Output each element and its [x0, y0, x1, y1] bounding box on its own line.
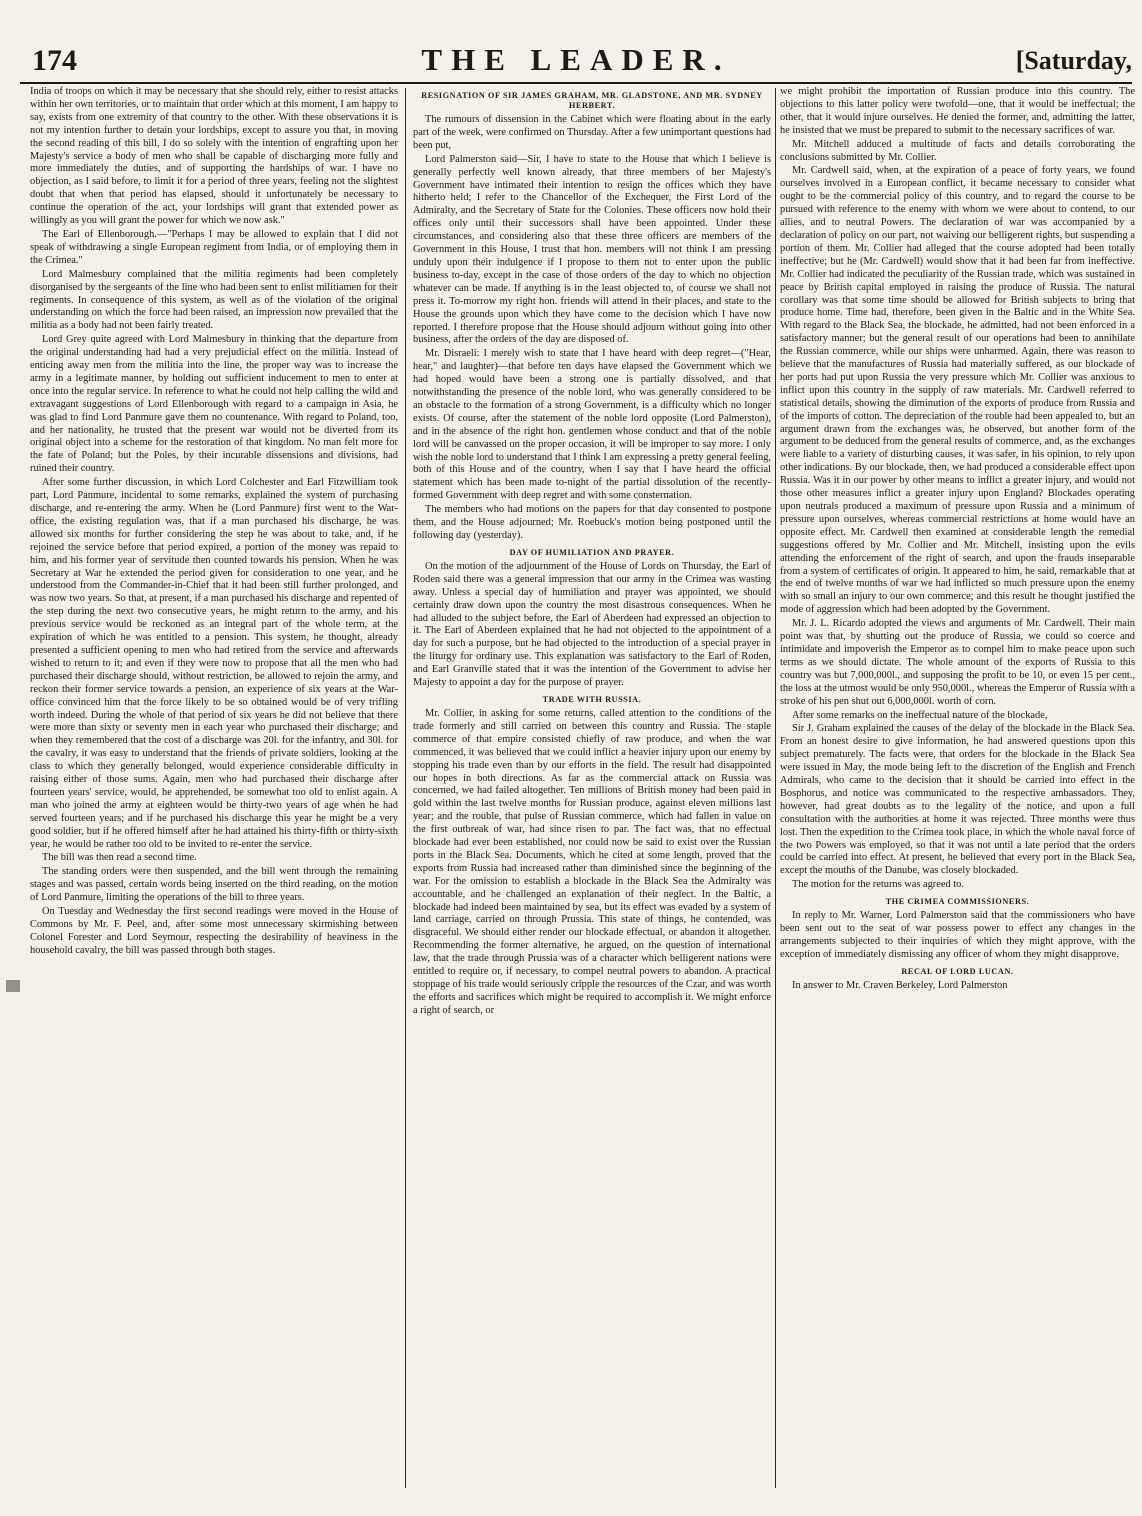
paragraph: In reply to Mr. Warner, Lord Palmerston said that the commissioners who have been sent out to the seat of war possess power to effect any changes in the arrangements subjected to their inquiries of which they might approve, with the exception of immediately dismissing any officer of whom they might disapprove.	[780, 910, 1135, 960]
paragraph: The motion for the returns was agreed to.	[792, 879, 964, 891]
paragraph: The members who had motions on the papers for that day consented to postpone them, and the House adjourned; Mr. Roebuck's motion being postponed until the following day (yesterday).	[413, 504, 771, 541]
paragraph: Lord Malmesbury complained that the militia regiments had been completely disorganised by the sergeants of the line who had been sent to enlist militiamen for their regiments. In consequence of this system, as well as of the violation of the original understanding on which the force had been raised, an impression now prevailed that the militia as a body had not been fairly treated.	[30, 268, 398, 332]
page-header	[20, 42, 1132, 84]
masthead-day: [Saturday,	[1015, 46, 1132, 75]
page-number: 174	[32, 44, 77, 77]
column-1	[30, 86, 398, 1496]
paragraph: we might prohibit the importation of Russian produce into this country. The objections to this latter policy were twofold—one, that it would be ineffectual; the other, that it would injure ourselves. He denied the former, and, admitting the latter, he insisted that we must be prepared to submit to the necessary sacrifices of war.	[780, 86, 1135, 136]
paragraph: The Earl of Ellenborough.—"Perhaps I may be allowed to explain that I did not speak of withdrawing a single European regiment from India, or of employing them in the Crimea."	[30, 228, 398, 266]
paragraph: Mr. Collier, in asking for some returns, called attention to the conditions of the trade formerly and still carried on between this country and Russia. The staple commerce of that empire consisted chiefly of raw produce, and when the war commenced, it was believed that we could inflict a heavier injury upon our enemy by stopping his trade even than by our efforts in the field. The result had disappointed our hopes in both directions. As far as the commercial attack on Russia was concerned, we had failed altogether. Ten millions of British money had been paid in gold within the last twelve months for Russian produce, against eleven millions last year; and the rouble, that pulse of Russian commerce, which had fallen in value on the first outbreak of war, had since risen to par. The fact was, that no effectual blockade had ever been established, nor could now be said to exist over the Russian ports in the Black Sea. Documents, which he cited at some length, proved that the exports from Russia had increased rather than diminished since the beginning of the war. For the omission to establish a blockade in the Black Sea the Admiralty was accountable, and he challenged an explanation of their neglect. In the Baltic, a blockade had indeed been maintained by sea, but its effect was evaded by a system of land carriage, carried on through Prussia. This state of things, he contended, was disgraceful. We should either render our blockade effectual, or abandon it altogether. Recommending the former alternative, he argued, on the question of international law, that the trade through Prussia was of a character which belligerent nations were entitled to require or, if necessary, to compel neutral powers to abandon. A practical stoppage of his trade would seriously cripple the resources of the Czar, and was worth the efforts and sacrifices which might be required to accomplish it. We might enforce a right of search, or	[413, 707, 771, 1016]
section-heading: THE CRIMEA COMMISSIONERS.	[885, 897, 1030, 907]
paragraph: After some remarks on the ineffectual nature of the blockade,	[792, 709, 1048, 721]
paragraph: Mr. Cardwell said, when, at the expiration of a peace of forty years, we found ourselves involved in a European conflict, it became necessary to consider what ought to be the commercial policy of this country, and to regard the course to be pursued with reference to the enemy with whom we were about to contend, to our allies, and to neutral Powers. The declaration of war was accompanied by a declaration of policy on our part, not waiving our belligerent rights, but suspending a portion of them. Mr. Collier had alleged that the course adopted had been totally ineffective; but he (Mr. Cardwell) would show that it had been far from ineffective. Mr. Collier had indicated the peculiarity of the Russian trade, which was sustained in peace by British capital employed in raising the produce of Russia. The natural corollary was that some time should be allowed for British subjects to bring that produce home. Time had, therefore, been given in the Baltic and in the White Sea. With regard to the Black Sea, the blockade, he admitted, had not been enforced in a satisfactory manner; but the general result of our operations had been to annihilate the Russian commerce, while our ships were unharmed. Again, there was reason to believe that the manufactures of Russia had materially suffered, as our blockade of her ports had put upon Russia the very pressure which Mr. Collier was anxious to inflict upon this country in the supply of raw materials. Mr. Cardwell referred to statistical details, showing the diminution of the exports of produce from Russia and of the imports of cotton. The depreciation of the rouble had been appealed to, but an argument drawn from the exchanges was, he observed, but another form of the argument to be deduced from the general results of commerce, and, as the exchanges were liable to a variety of disturbing causes, it was safer, in his opinion, to rely upon other indications. By our blockade, then, we had produced a considerable effect upon Russia. Was it in our power by other means to inflict a greater injury, and would not those other measures inflict a greater injury upon England? Blockades operating upon neutrals produced a maximum of pressure upon Russia and a minimum of pressure upon ourselves, whereas commercial restrictions at home would have an opposite effect. Mr. Cardwell then examined at considerable length the remedial suggestions offered by Mr. Collier and Mr. Mitchell, insisting upon the evils attending the enforcement of the right of search, and upon the frauds inseparable from a system of certificates of origin. It appeared to him, he said, remarkable that at the end of twelve months of war we had inflicted so much pressure upon the enemy with so small an injury to our own commerce; and this result he thought justified the mode of aggression which had been adopted by the Government.	[780, 165, 1135, 616]
column-rule	[405, 88, 406, 1488]
paragraph: The bill was then read a second time.	[42, 852, 197, 864]
section-heading: RECAL OF LORD LUCAN.	[901, 966, 1014, 976]
paragraph: Lord Grey quite agreed with Lord Malmesbury in thinking that the departure from the original understanding had had a very prejudicial effect on the militia. Instead of enticing away men from the militia into the line, the proper way was to increase the army in a legitimate manner, by holding out sufficient inducement to men to enter at once into the regular service. In reference to what he could not help calling the wild and extravagant suggestions of Lord Ellenborough with regard to a campaign in Asia, he was glad to find Lord Panmure gave them no countenance. With regard to Poland, too, and her nationality, he trusted that the present war would not be diverted from its original object into a scheme for the restoration of that kingdom. No man felt more for the fate of Poland; but the Poles, by their incurable dissensions and divisions, had ruined their country.	[30, 334, 398, 475]
section-heading: TRADE WITH RUSSIA.	[542, 694, 642, 704]
paragraph: After some further discussion, in which Lord Colchester and Earl Fitzwilliam took part, Lord Panmure, incidental to some remarks, explained the system of purchasing discharge, and re-entering the army. When he (Lord Panmure) first went to the War-office, the existing regulation was, that if a man purchased his discharge, he was allowed six months for further considering the step he was about to take, and, if he rejoined the service before that period expired, a portion of the money was repaid to him, and his former year of servitude then counted towards his pension. When he was Secretary at War he extended the period given for consideration to one year, and he understood from the Commander-in-Chief that it had been still further prolonged, and was now two years. So that, at present, if a man purchased his discharge and repented of the step during the next two consecutive years, he might return to the army, and his previous service would be reckoned as an integral part of the whole term, at the expiration of which he was entitled to a pension. This system, he thought, already presented a sufficient opening to men who had retired from the service and afterwards wished to return to it; and even if they were now to propose that all the men who had purchased their discharge should, without restriction, be allowed to rejoin the army, and reckon their former service towards a pension, an experience of six years at the War-office convinced him that the force likely to be so obtained would be of very trifling worth indeed. During the whole of that period of six years he did not believe that there were more than sixty or seventy men in each year who purchased their discharge; and when they remembered that the cost of a discharge was 20l. for the infantry, and 30l. for the cavalry, it was easy to understand that the friends of private soldiers, looking at the class to which they generally belonged, would experience considerable difficulty in raising either of those sums. Again, men who had purchased their discharge after fourteen years' service, would, he apprehended, be somewhat too old to enlist again. A man who joined the army at eighteen would be thirty-two years of age when he had served fourteen years; and if he purchased his discharge this year he might be a very good soldier, but if he offered himself after he had attained his thirty-fifth or thirty-sixth year, he would be rather too old to be invited to re-enter the service.	[30, 477, 398, 850]
masthead-title: THE LEADER.	[421, 42, 731, 77]
column-rule	[775, 88, 776, 1488]
section-heading: DAY OF HUMILIATION AND PRAYER.	[509, 547, 675, 557]
paragraph: Sir J. Graham explained the causes of the delay of the blockade in the Black Sea. From an honest desire to give information, he had answered questions upon this subject prematurely. The facts were, that orders for the blockade in the Black Sea were issued in May, the mode being left to the discretion of the English and French Admirals, who came to the decision that it should be carried into effect in the Bosphorus, and notice was communicated to the respective ambassadors. They, however, had great doubts as to the legality of the notice, and upon a full consultation with the authorities at home it was rejected. Three months were thus lost. Then the expedition to the Crimea took place, in which the whole naval force of the two Powers was employed, so that it was not until a late period that the orders could be carried into effect. At present, he believed that every port in the Black Sea, except the mouths of the Danube, was closely blockaded.	[780, 723, 1135, 877]
paragraph: Mr. Mitchell adduced a multitude of facts and details corroborating the conclusions submitted by Mr. Collier.	[780, 138, 1135, 163]
paragraph: Lord Palmerston said—Sir, I have to state to the House that which I believe is generally perfectly well known already, that three members of her Majesty's Government have intimated their intention to resign the offices which they have hitherto held; I refer to the Chancellor of the Exchequer, the First Lord of the Admiralty, and the Secretary of State for the Colonies. These officers now hold their offices only until their successors shall have been appointed. Under these circumstances, and considering also that these three officers are members of the Government in this House, I trust that hon. members will not think I am pressing unduly upon their indulgence if I propose to them not to enter upon the public business to-day, except in the case of those orders of the day to which no objection whatever can be made. If anything is in the least objected to, of course we shall not press it. To-morrow my right hon. friends will attend in their places, and state to the House the grounds upon which they have come to the decision which I have now reported. I therefore propose that the House should adjourn without going into other business, after the orders of the day are disposed of.	[413, 153, 771, 346]
column-3	[780, 86, 1135, 1496]
ink-blot	[6, 980, 20, 992]
paragraph: In answer to Mr. Craven Berkeley, Lord Palmerston	[792, 979, 1008, 991]
paragraph: On Tuesday and Wednesday the first second readings were moved in the House of Commons by Mr. F. Peel, and, after some most unnecessary skirmishing between Colonel Forester and Lord Seymour, respecting the desirability of heaviness in the household cavalry, the bill was passed through both stages.	[30, 906, 398, 956]
paragraph: On the motion of the adjournment of the House of Lords on Thursday, the Earl of Roden said there was a general impression that our army in the Crimea was wasting away. Unless a special day of humiliation and prayer was appointed, we should certainly draw down upon the country the most disastrous consequences. When he had alluded to the subject before, the Earl of Aberdeen had expressed an objection to it. The Earl of Aberdeen explained that he had not objected to the appointment of a day for such a purpose, but he had objected to the introduction of a special prayer in the liturgy for ordinary use. This explanation was satisfactory to the Earl of Roden, and Earl Granville stated that it was the intention of the Government to advise her Majesty to appoint a day for the purpose of prayer.	[413, 560, 771, 689]
column-2	[413, 86, 771, 1496]
section-heading: RESIGNATION OF SIR JAMES GRAHAM, MR. GLADSTONE, AND MR. SYDNEY HERBERT.	[421, 91, 763, 110]
paragraph: Mr. J. L. Ricardo adopted the views and arguments of Mr. Cardwell. Their main point was that, by shutting out the produce of Russia, we could so coerce and intimidate and impoverish the Emperor as to compel him to make peace upon such terms as we should dictate. The whole amount of the exports of Russia to this country was but 7,000,000l., and supposing the profit to be 10, or even 15 per cent., the loss at the utmost would be only 950,000l., whereas the Emperor of Russia with a stroke of his pen shut out 6,000,000l. worth of corn.	[780, 618, 1135, 707]
paragraph: The standing orders were then suspended, and the bill went through the remaining stages and was passed, certain words being inserted on the third reading, on the motion of Lord Panmure, limiting the operations of the bill to three years.	[30, 866, 398, 904]
paragraph: India of troops on which it may be necessary that she should rely, either to resist attacks within her own territories, or to maintain that order which at this moment, I am happy to say, exists from one extremity of that country to the other. With these observations it is not my intention further to detain your lordships, except to assure you that, in moving the second reading of this bill, I do so solely with the intention of engrafting upon her Majesty's service a body of men who shall be capable of discharging more fully and more immediately the duties, and of supporting the hardships of war. I have no objection, as I said before, to limit it for a period of three years, feeling not the slightest doubt that when that period has elapsed, should it unfortunately be necessary to continue the operation of the act, your lordships will grant that extended power as willingly as you will grant the power for which we now ask."	[30, 86, 398, 227]
paragraph: The rumours of dissension in the Cabinet which were floating about in the early part of the week, were confirmed on Thursday. After a few unimportant questions had been put,	[413, 114, 771, 151]
paragraph: Mr. Disraeli: I merely wish to state that I have heard with deep regret—("Hear, hear," and laughter)—that before ten days have elapsed the Government which we had hoped would have been a strong one is partially dissolved, and that notwithstanding the presence of the noble lord, who was generally considered to be an obstacle to the formation of a strong Government, is a difficulty which no longer exists. Of course, after the statement of the noble lord opposite (Lord Palmerston), and in the absence of the right hon. gentlemen whose conduct and that of the noble lord will be canvassed on the proper occasion, it will be improper to say more. I only wish the noble lord to understand that I think I am expressing a pretty general feeling, both of this House and of the country, when I say that I have heard the official statement which has been made to-night of the partial dissolution of the recently-formed Government with deep regret and with some consternation.	[413, 348, 771, 502]
